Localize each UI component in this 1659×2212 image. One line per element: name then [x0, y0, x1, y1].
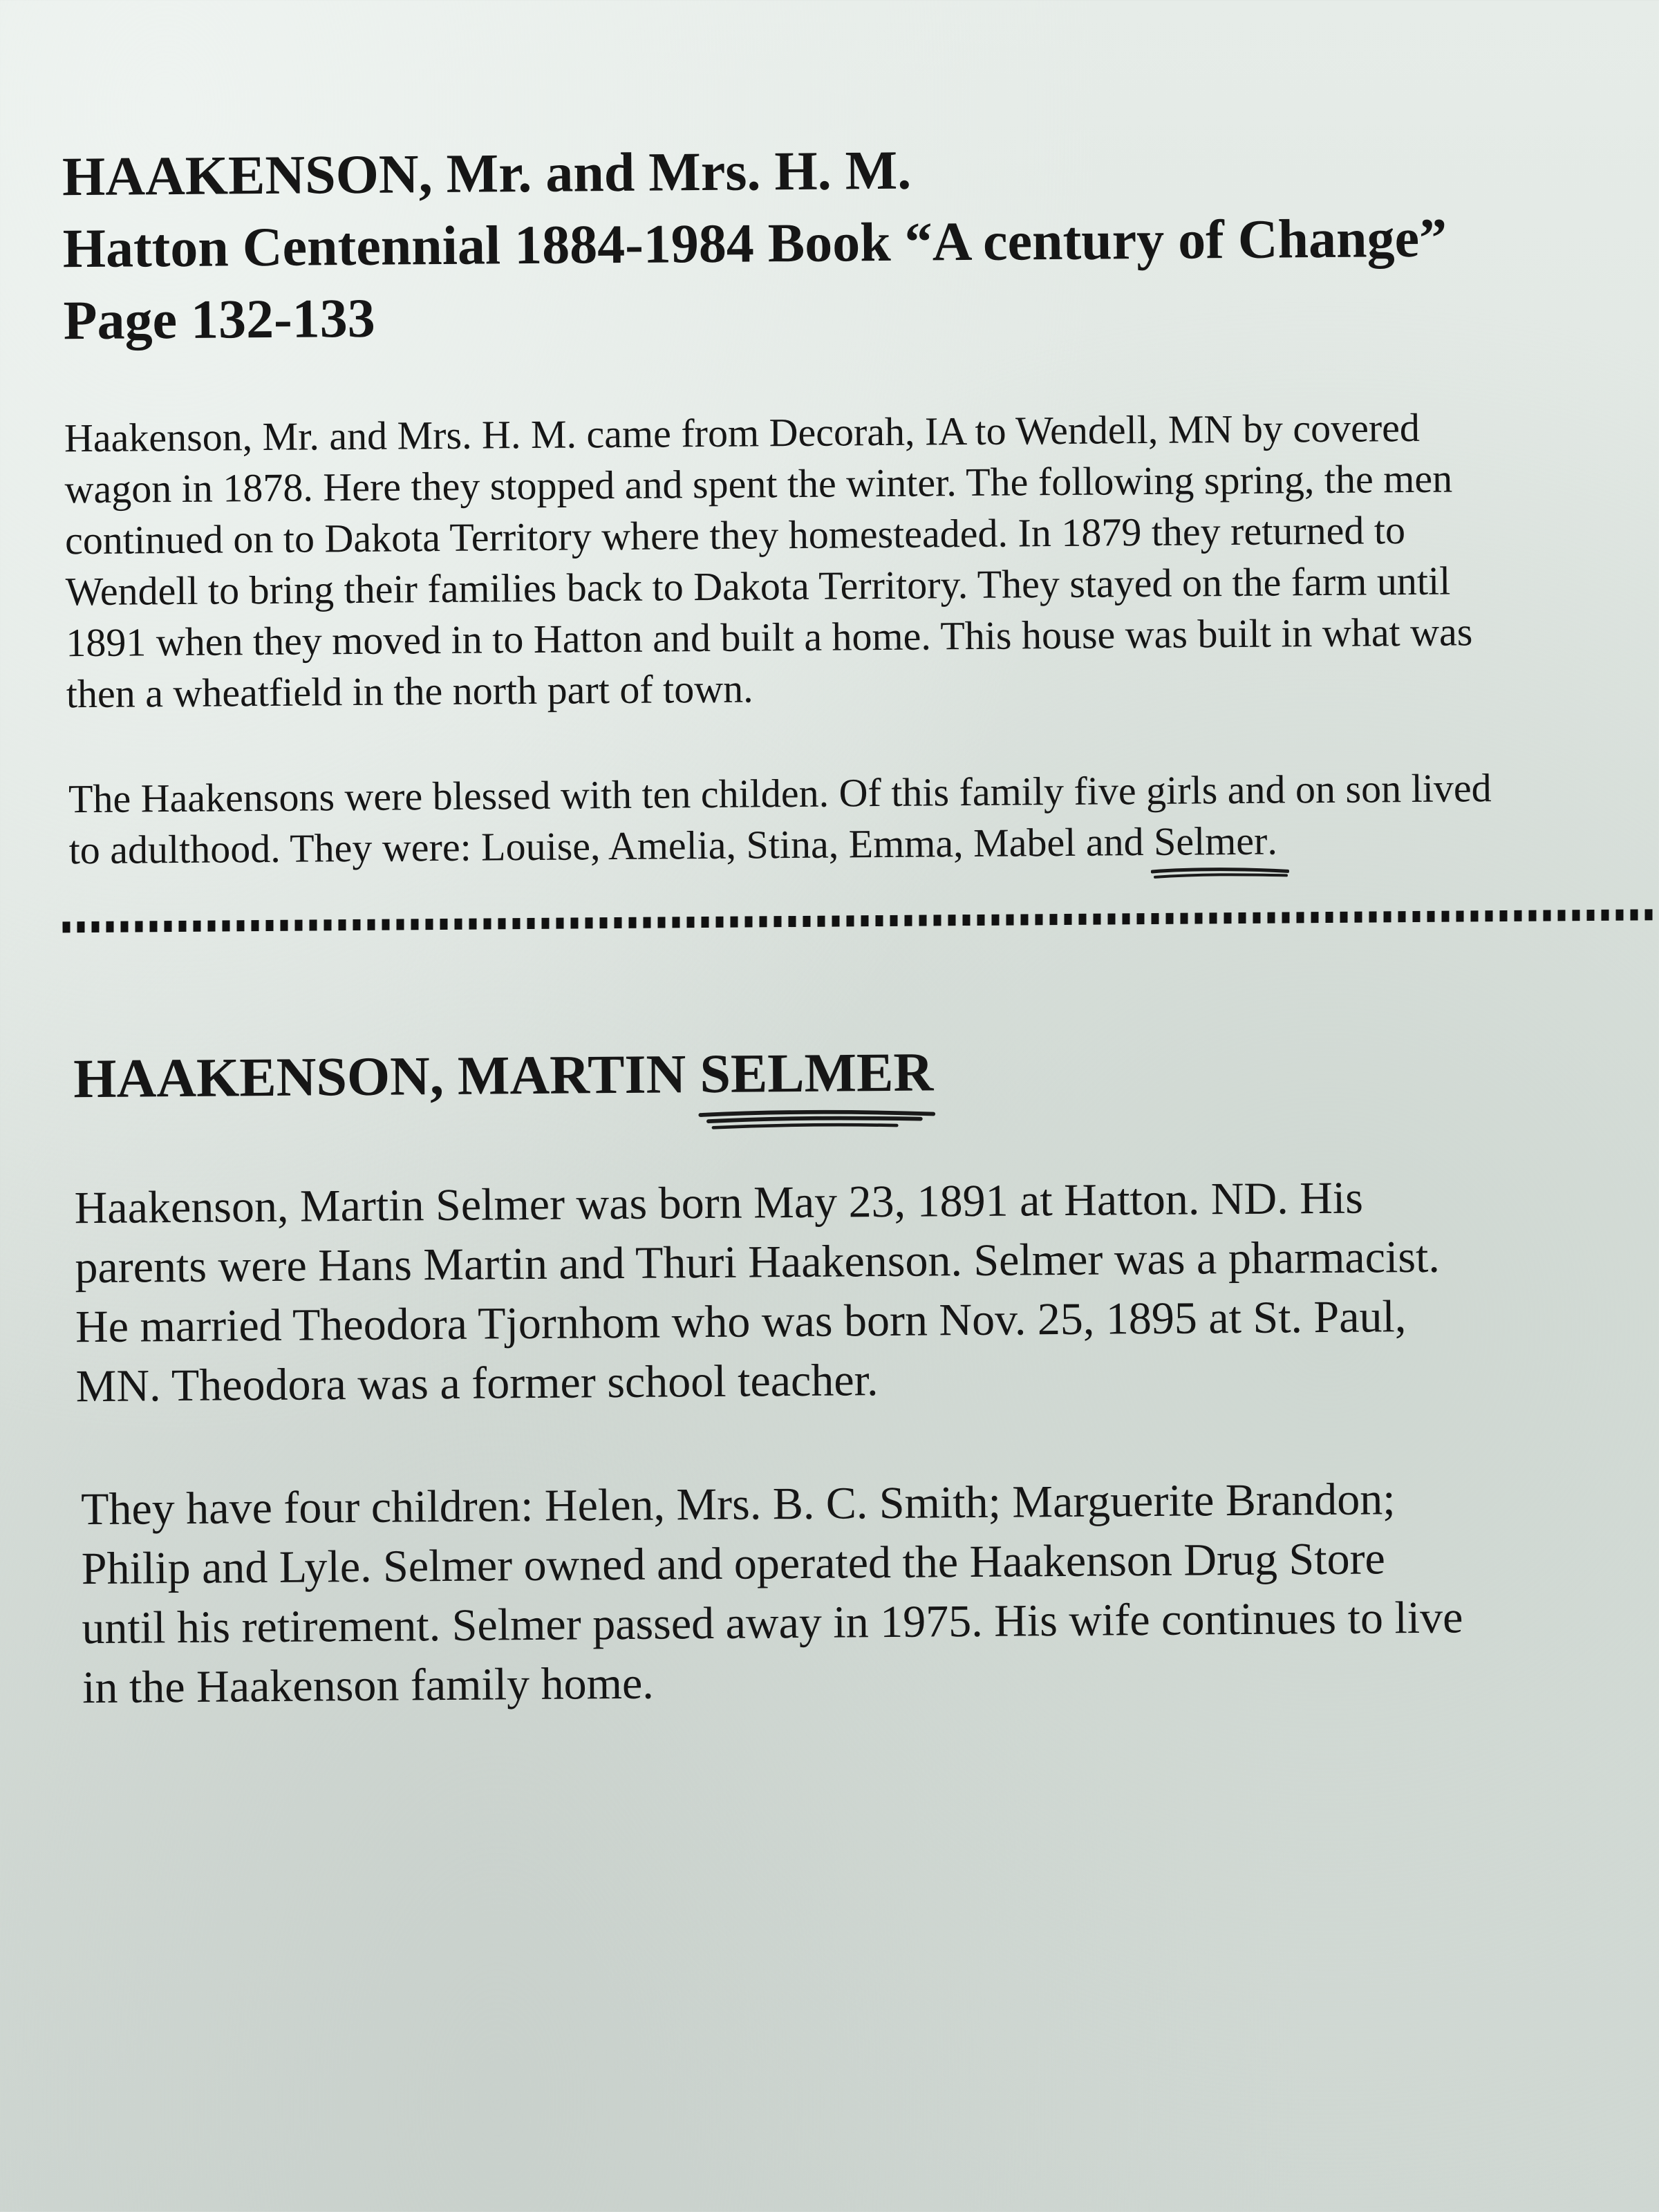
text-line: then a wheatfield in the north part of town.: [66, 666, 753, 717]
text-line: [68, 814, 1492, 876]
text-line: Philip and Lyle. Selmer owned and operated the Haakenson Drug Store: [81, 1533, 1386, 1595]
section1-paragraph2: [68, 762, 1492, 876]
text-line: in the Haakenson family home.: [82, 1658, 655, 1714]
text-line: continued on to Dakota Territory where they homesteaded. In 1879 they returned to: [64, 507, 1406, 563]
section1-paragraph1: [64, 402, 1474, 720]
pen-underline-icon: [697, 1108, 937, 1131]
text-line: The Haakensons were blessed with ten childen. Of this family five girls and on son lived: [68, 765, 1492, 822]
text-line: Haakenson, Mr. and Mrs. H. M. came from Decorah, IA to Wendell, MN by covered: [64, 404, 1421, 461]
text-segment: to adulthood. They were: Louise, Amelia, Stina, Emma, Mabel and: [68, 818, 1154, 873]
title-name: HAAKENSON, Mr. and Mrs. H. M.: [62, 140, 912, 208]
dotted-divider: [62, 909, 1659, 932]
title-block: [62, 129, 1619, 357]
text-line: wagon in 1878. Here they stopped and spent the winter. The following spring, the men: [64, 456, 1453, 512]
text-line: MN. Theodora was a former school teacher.: [75, 1355, 879, 1412]
section2-paragraph2: [81, 1469, 1464, 1718]
text-line: parents were Hans Martin and Thuri Haakenson. Selmer was a pharmacist.: [75, 1231, 1441, 1293]
title-pages: Page 132-133: [63, 288, 375, 352]
text-segment: .: [1267, 818, 1278, 863]
handwritten-underline-selmer: [1154, 816, 1268, 868]
text-line: They have four children: Helen, Mrs. B. C. Smith; Marguerite Brandon;: [80, 1474, 1396, 1535]
text-line: Wendell to bring their families back to Dakota Territory. They stayed on the farm until: [65, 558, 1451, 615]
section2-paragraph1: [74, 1168, 1441, 1416]
text-line: until his retirement. Selmer passed away in 1975. His wife continues to live: [82, 1592, 1463, 1654]
text-line: Haakenson, Martin Selmer was born May 23, 1891 at Hatton. ND. His: [74, 1172, 1364, 1234]
pen-underline-icon: [1151, 865, 1289, 881]
heading-text: HAAKENSON, MARTIN: [73, 1044, 700, 1110]
text-line: He married Theodora Tjornhom who was born Nov. 25, 1895 at St. Paul,: [75, 1291, 1407, 1353]
section2-heading: [73, 1036, 934, 1115]
text-line: 1891 when they moved in to Hatton and built a home. This house was built in what was: [66, 609, 1473, 666]
underlined-heading-word: SELMER: [700, 1042, 934, 1105]
title-source: Hatton Centennial 1884-1984 Book “A century of Change”: [62, 207, 1447, 280]
handwritten-underline-selmer-heading: [700, 1036, 934, 1110]
underlined-word: Selmer: [1153, 818, 1268, 864]
